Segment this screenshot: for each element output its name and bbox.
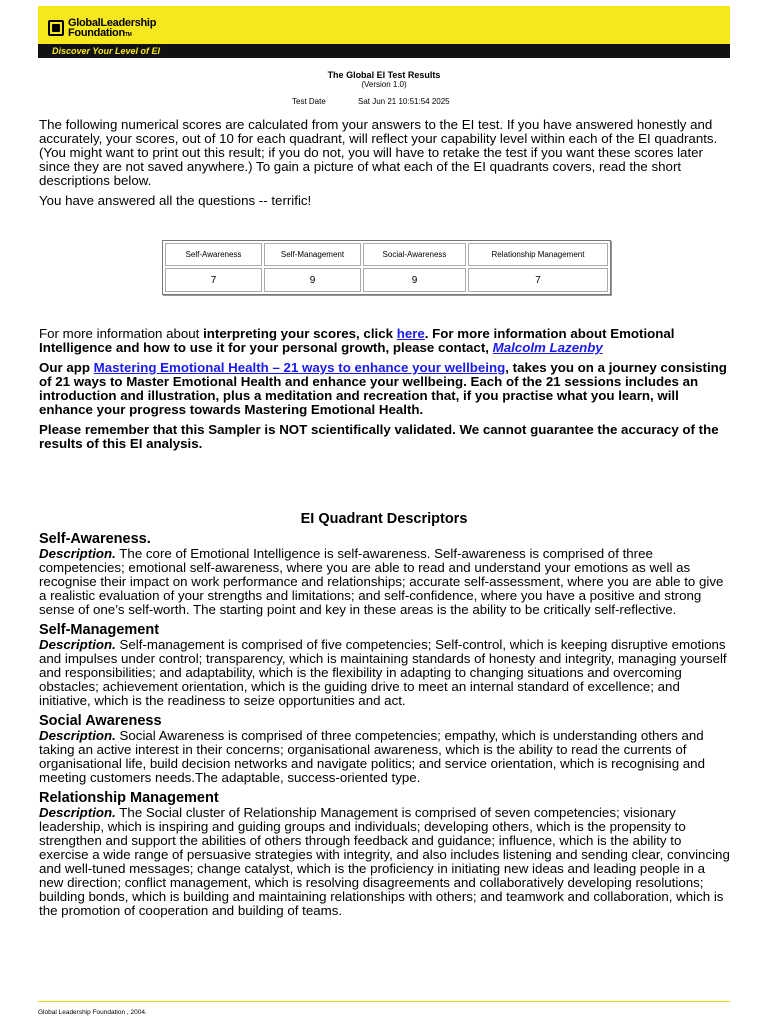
tagline: Discover Your Level of EI <box>52 46 161 56</box>
description-label: Description. <box>39 637 116 652</box>
logo-line2: FoundationTM <box>68 27 132 39</box>
info-block <box>39 327 731 451</box>
disclaimer: Please remember that this Sampler is NOT scientifically validated. We cannot guarantee the accuracy of the results of this EI analysis. <box>39 422 719 451</box>
quadrant-self-awareness <box>39 531 731 617</box>
logo <box>48 18 156 40</box>
app-paragraph: Our app Mastering Emotional Health – 21 ways to enhance your wellbeing, takes you on a journey consisting of 21 ways to Master Emotional Health and enhance your wellbeing. Each of the 21 sessions includes an introduction and illustration, plus a meditation and recreation that, if you practise what you learn, will enhance your progress towards Mastering Emotional Health. <box>39 360 727 417</box>
test-date <box>292 97 450 106</box>
footer-divider <box>38 1001 730 1002</box>
logo-line1: GlobalLeadership <box>68 17 157 29</box>
contact-link[interactable]: Malcolm Lazenby <box>492 340 603 355</box>
banner-strip <box>38 44 730 58</box>
test-date-value: Sat Jun 21 10:51:54 2025 <box>358 97 450 106</box>
intro-paragraph: The following numerical scores are calculated from your answers to the EI test. If you have answered honestly and accurately, your scores, out of 10 for each quadrant, will reflect your capability level within each of the EI quadrants. (You might want to print out this result; if you do not, you will have to retake the test if you want these scores later since they are not saved anywhere.) To gain a picture of what each of the EI quadrants covers, read the short descriptions below. <box>39 117 718 188</box>
quadrant-heading: Relationship Management <box>39 790 219 806</box>
more-info-paragraph: For more information about interpreting your scores, click here. For more information about Emotional Intelligence and how to use it for your personal growth, please contact, Malcolm Lazenby <box>39 326 675 355</box>
score-value: 9 <box>363 268 466 292</box>
quadrant-text: The core of Emotional Intelligence is self-awareness. Self-awareness is comprised of three competencies; emotional self-awareness, where you are able to read and understand your emotions as well as recognise their impact on work performance and relationships; accurate self-assessment, where you are able to give a realistic evaluation of your strengths and limitations; and self-confidence, where you have a positive and strong sense of one’s self-worth. The starting point and key in these areas is the ability to be critically self-reflective. <box>39 546 724 617</box>
page-title: The Global EI Test Results <box>327 70 441 80</box>
score-header: Relationship Management <box>468 243 608 266</box>
score-value: 7 <box>165 268 262 292</box>
app-link[interactable]: Mastering Emotional Health – 21 ways to enhance your wellbeing <box>93 360 506 375</box>
test-date-label: Test Date <box>292 97 326 106</box>
score-header: Self-Awareness <box>165 243 262 266</box>
quadrant-self-management <box>39 622 731 708</box>
interpret-scores-link[interactable]: here <box>396 326 425 341</box>
score-table <box>162 240 611 295</box>
quadrant-relationship-management <box>39 790 731 918</box>
quadrant-text: The Social cluster of Relationship Management is comprised of seven competencies; visionary leadership, which is inspiring and guiding groups and individuals; developing others, which is the propensity to strengthen and support the abilities of others through feedback and guidance; influence, which is the ability to exercise a wide range of persuasive strategies with integrity, and also includes listening and sending clear, convincing and well-tuned messages; change catalyst, which is the proficiency in initiating new ideas and leading people in a new direction; conflict management, which is resolving disagreements and collaboratively developing resolutions; building bonds, which is building and maintaining relationships with others; and teamwork and collaboration, which is the promotion of cooperation and building of teams. <box>39 805 730 918</box>
footer: Global Leadership Foundation , 2004. <box>38 1009 147 1016</box>
quadrant-heading: Social Awareness <box>39 713 162 729</box>
logo-icon <box>48 20 64 36</box>
descriptors-title: EI Quadrant Descriptors <box>300 511 468 527</box>
score-value: 9 <box>264 268 361 292</box>
quadrant-heading: Self-Awareness. <box>39 531 151 547</box>
version: (Version 1.0) <box>361 80 407 89</box>
intro-block <box>39 118 731 208</box>
quadrant-text: Self-management is comprised of five competencies; Self-control, which is keeping disruptive emotions and impulses under control; transparency, which is maintaining standards of honesty and integrity, managing yourself and responsibilities; and adaptability, which is the flexibility in adapting to changing situations and overcoming obstacles; achievement orientation, which is the guiding drive to meet an internal standard of excellence; and initiative, which is the readiness to seize opportunities and act. <box>39 637 727 708</box>
description-label: Description. <box>39 728 116 743</box>
score-header: Self-Management <box>264 243 361 266</box>
quadrant-heading: Self-Management <box>39 622 160 638</box>
header-banner <box>38 6 730 58</box>
score-header: Social-Awareness <box>363 243 466 266</box>
answered-text: You have answered all the questions -- terrific! <box>39 193 312 208</box>
quadrant-text: Social Awareness is comprised of three competencies; empathy, which is understanding others and taking an active interest in their concerns; organisational awareness, which is the ability to read the currents of organisational life, build decision networks and navigate politics; and service orientation, which is recognising and meeting customers needs.The adaptable, success-oriented type. <box>39 728 705 785</box>
quadrant-social-awareness <box>39 713 731 785</box>
description-label: Description. <box>39 805 116 820</box>
description-label: Description. <box>39 546 116 561</box>
score-value: 7 <box>468 268 608 292</box>
quadrant-descriptors <box>39 531 731 918</box>
